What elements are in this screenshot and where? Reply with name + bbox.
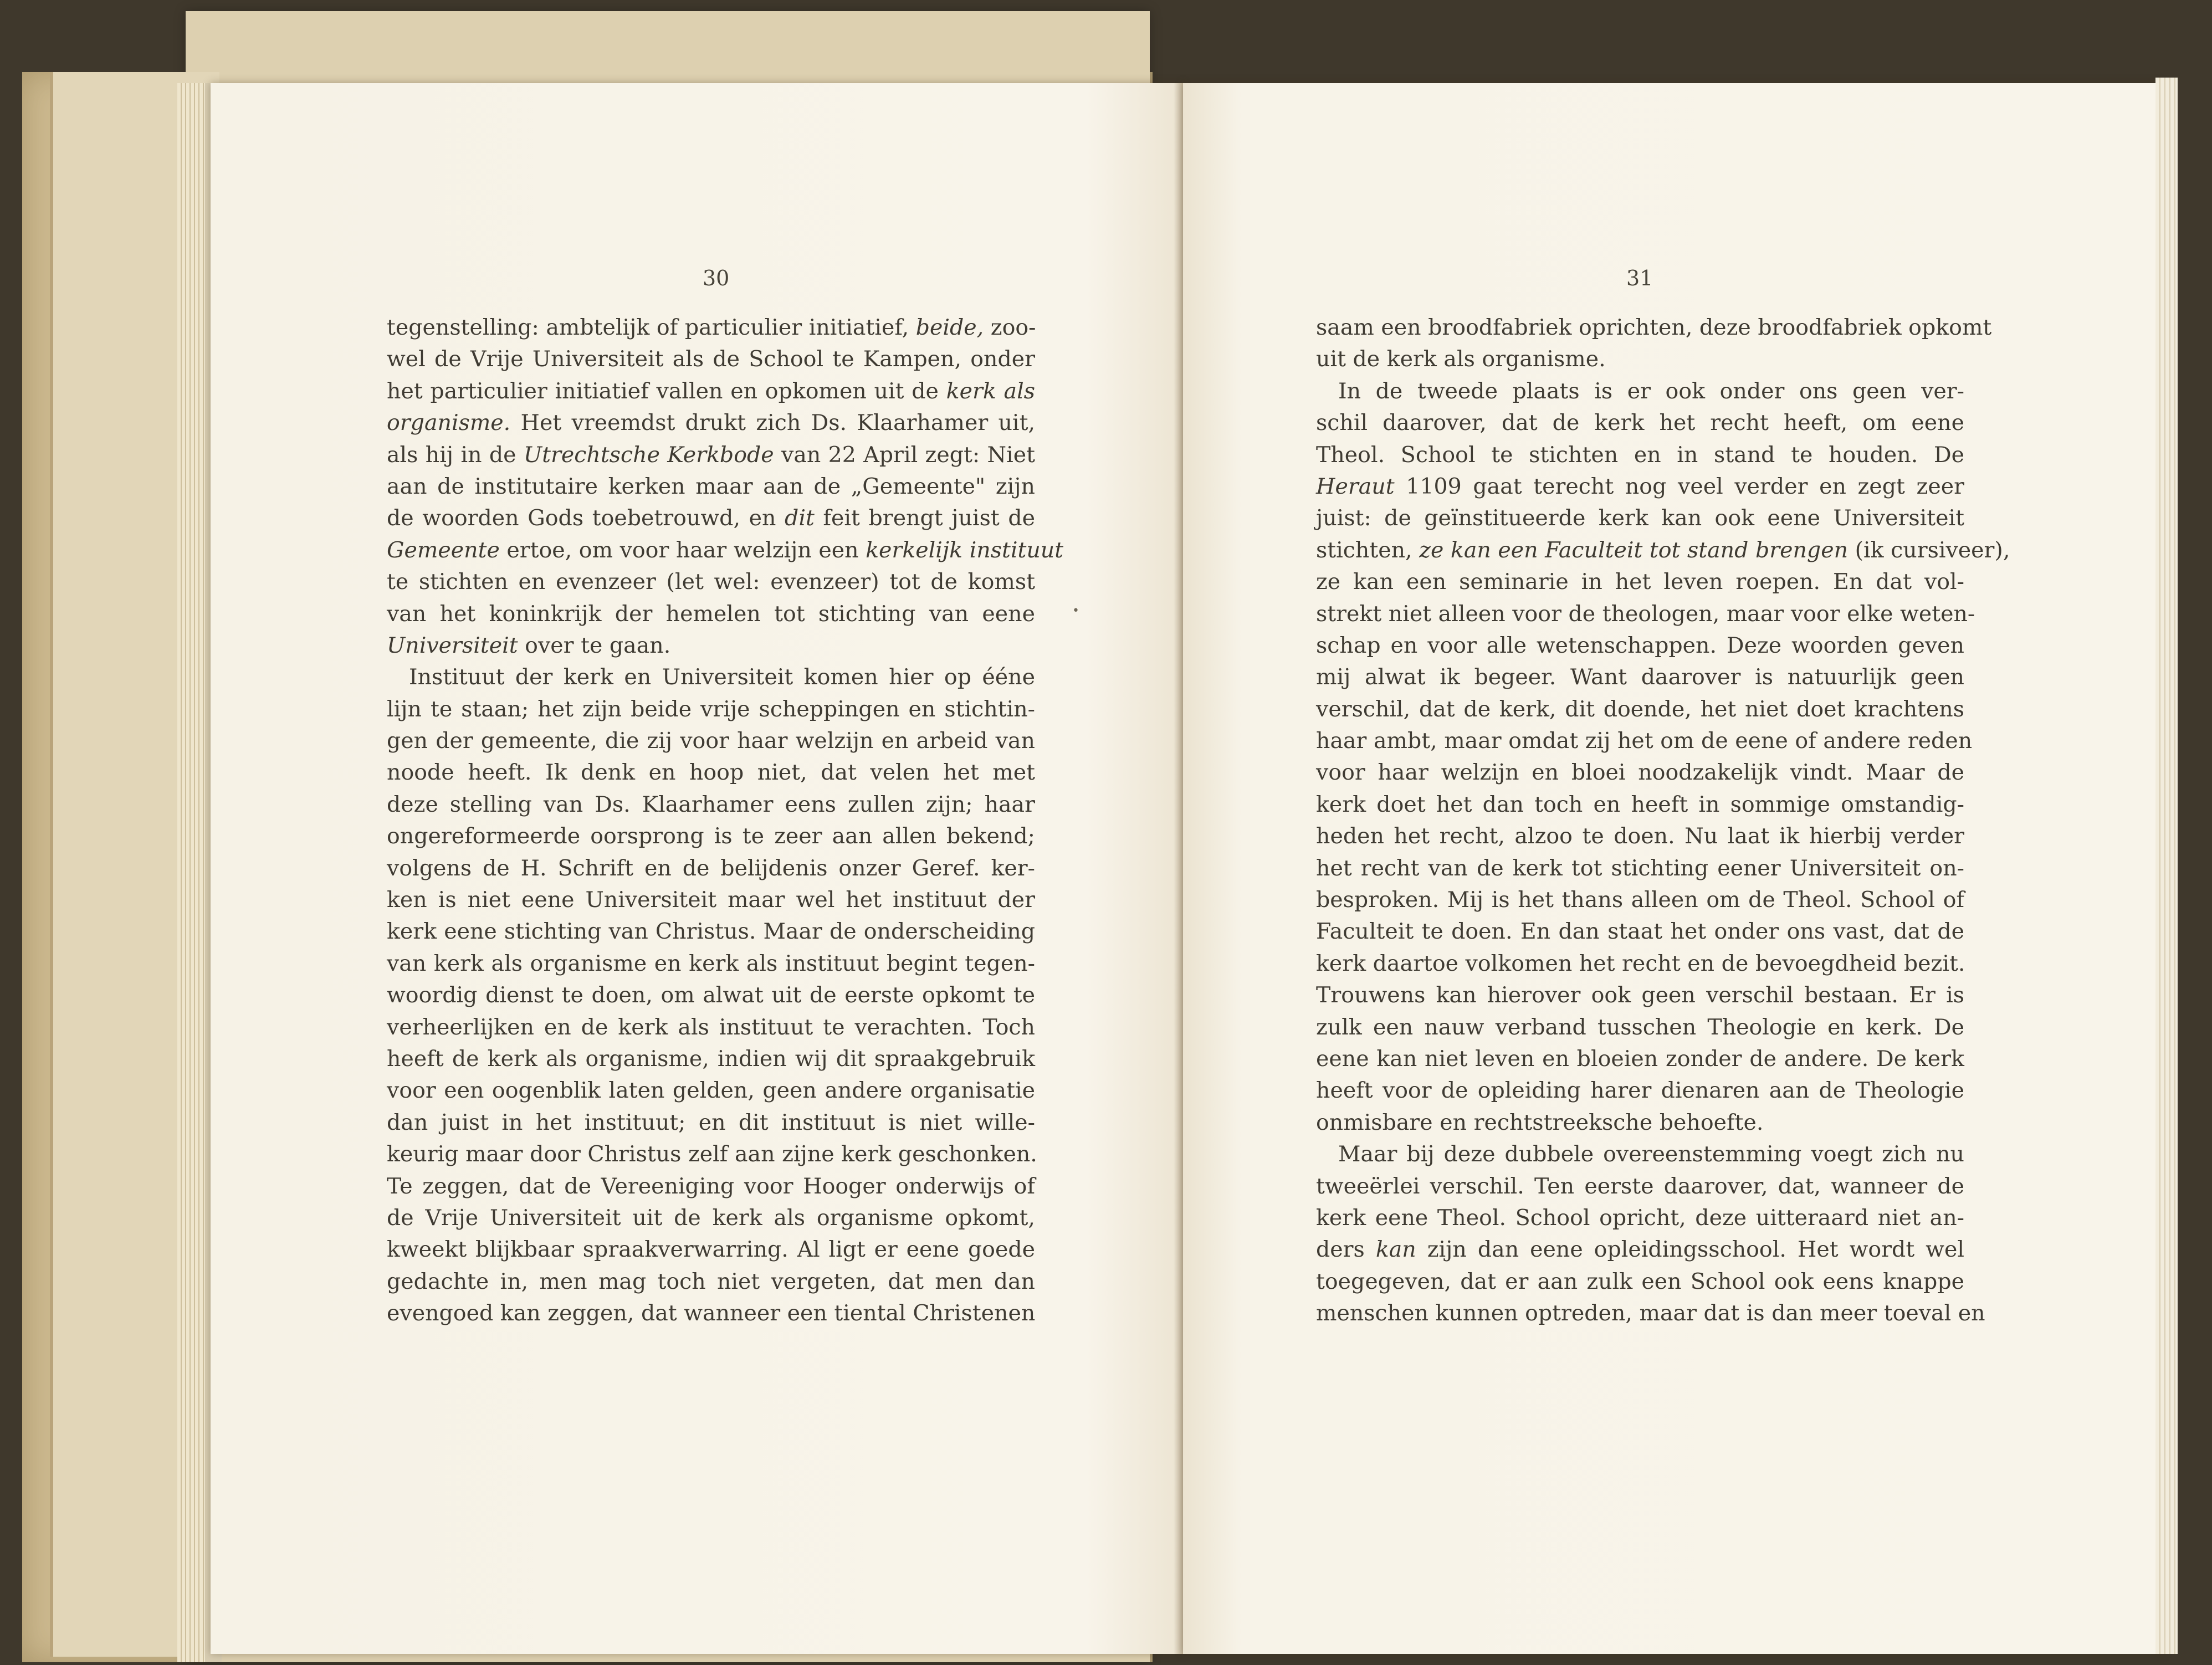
text-line: [1316, 1234, 1964, 1266]
left-page: [211, 83, 1183, 1654]
text-line: [387, 1139, 1035, 1170]
text-run: heeft de kerk als organisme, indien wij dit spraakgebruik: [387, 1046, 1035, 1072]
text-line: [1316, 535, 2010, 566]
text-run: gedachte in, men mag toch niet vergeten, dat men dan: [387, 1268, 1035, 1294]
text-run: aan de institutaire kerken maar aan de „Gemeente" zijn: [387, 473, 1035, 499]
text-line: [1316, 471, 1964, 503]
right-page-text: [1316, 312, 2010, 1330]
italic-text: ze kan een Faculteit tot stand brengen: [1419, 537, 1849, 563]
text-run: strekt niet alleen voor de theologen, maar voor elke weten-: [1316, 601, 1975, 627]
page-edges-right: [2155, 78, 2178, 1654]
text-run: Maar bij deze dubbele overeenstemming voegt zich nu: [1338, 1141, 1964, 1167]
text-line: [1316, 694, 1964, 725]
text-run: kerk daartoe volkomen het recht en de bevoegdheid bezit.: [1316, 950, 1965, 976]
text-run: onmisbare en rechtstreeksche behoefte.: [1316, 1109, 1764, 1135]
text-line: [1316, 821, 1964, 852]
text-line: [1316, 344, 1964, 375]
text-run: voor een oogenblik laten gelden, geen andere organisatie: [387, 1078, 1035, 1104]
text-run: zijn dan eene opleidingsschool. Het wordt wel: [1416, 1237, 1965, 1263]
text-line: [387, 1043, 1035, 1075]
text-run: gen der gemeente, die zij voor haar welzijn en arbeid van: [387, 728, 1035, 754]
italic-text: Universiteit: [387, 632, 518, 658]
text-line: [387, 1266, 1035, 1298]
text-run: mij alwat ik begeer. Want daarover is natuurlijk geen: [1316, 664, 1964, 690]
text-line: [387, 662, 1035, 693]
text-run: tegenstelling: ambtelijk of particulier initiatief,: [387, 315, 916, 340]
text-run: ken is niet eene Universiteit maar wel het instituut der: [387, 887, 1035, 913]
text-run: stichten,: [1316, 537, 1420, 563]
text-run: 1109 gaat terecht nog veel verder en zegt zeer: [1394, 473, 1964, 499]
text-line: [1316, 725, 1973, 757]
text-run: van kerk als organisme en kerk als instituut begint tegen-: [387, 950, 1035, 976]
text-run: heeft voor de opleiding harer dienaren aan de Theologie: [1316, 1078, 1964, 1104]
text-line: [1316, 1171, 1964, 1202]
text-run: besproken. Mij is het thans alleen om de Theol. School of: [1316, 887, 1964, 913]
text-line: [387, 1234, 1035, 1266]
text-run: evengoed kan zeggen, dat wanneer een tiental Christenen: [387, 1300, 1036, 1326]
text-run: ze kan een seminarie in het leven roepen. En dat vol-: [1316, 569, 1964, 595]
text-run: (ik cursiveer),: [1848, 537, 2010, 563]
text-line: [1316, 980, 1964, 1011]
text-line: [1316, 312, 1992, 344]
italic-text: organisme.: [387, 410, 511, 436]
text-run: noode heeft. Ik denk en hoop niet, dat velen het met: [387, 760, 1035, 786]
text-run: Trouwens kan hierover ook geen verschil bestaan. Er is: [1316, 982, 1964, 1008]
text-line: [387, 821, 1035, 852]
text-run: verheerlijken en de kerk als instituut te verachten. Toch: [387, 1014, 1035, 1040]
italic-text: kerkelijk instituut: [866, 537, 1064, 563]
text-run: uit de kerk als organisme.: [1316, 346, 1606, 372]
text-line: [387, 535, 1064, 566]
text-run: kerk eene stichting van Christus. Maar de onderscheiding: [387, 919, 1035, 945]
text-run: zoo-: [984, 315, 1036, 340]
italic-text: dit: [785, 505, 815, 531]
text-run: voor haar welzijn en bloei noodzakelijk vindt. Maar de: [1316, 760, 1964, 786]
text-run: de Vrije Universiteit uit de kerk als organisme opkomt,: [387, 1205, 1035, 1231]
text-run: van 22 April zegt: Niet: [774, 442, 1035, 468]
text-line: [387, 566, 1035, 598]
text-run: schap en voor alle wetenschappen. Deze woorden geven: [1316, 632, 1964, 658]
text-line: [1316, 439, 1964, 471]
text-line: [387, 1012, 1035, 1043]
text-run: Het vreemdst drukt zich Ds. Klaarhamer uit,: [510, 410, 1035, 436]
text-run: tweeërlei verschil. Ten eerste daarover, dat, wanneer de: [1316, 1173, 1964, 1199]
page-number: 31: [1626, 266, 1653, 290]
text-run: kerk doet het dan toch en heeft in sommige omstandig-: [1316, 791, 1964, 817]
text-line: [387, 853, 1035, 884]
text-line: [387, 725, 1035, 757]
text-run: woordig dienst te doen, om alwat uit de eerste opkomt te: [387, 982, 1035, 1008]
italic-text: Heraut: [1316, 473, 1395, 499]
text-run: van het koninkrijk der hemelen tot stichting van eene: [387, 601, 1035, 627]
text-run: Te zeggen, dat de Vereeniging voor Hooger onderwijs of: [387, 1173, 1035, 1199]
text-run: ders: [1316, 1237, 1376, 1263]
text-line: [1316, 1075, 1964, 1106]
text-line: [387, 312, 1035, 344]
text-line: [1316, 1043, 1964, 1075]
text-line: [1316, 566, 1964, 598]
text-run: deze stelling van Ds. Klaarhamer eens zullen zijn; haar: [387, 791, 1035, 817]
text-line: [387, 980, 1035, 1011]
text-run: verschil, dat de kerk, dit doende, het niet doet krachtens: [1316, 696, 1964, 722]
text-line: [387, 630, 1035, 662]
text-line: [387, 1298, 1035, 1329]
text-run: lijn te staan; het zijn beide vrije scheppingen en stichtin-: [387, 696, 1035, 722]
text-line: [387, 757, 1035, 788]
text-run: heden het recht, alzoo te doen. Nu laat ik hierbij verder: [1316, 823, 1964, 849]
text-line: [387, 471, 1035, 503]
text-run: eene kan niet leven en bloeien zonder de andere. De kerk: [1316, 1046, 1964, 1072]
text-run: haar ambt, maar omdat zij het om de eene of andere reden: [1316, 728, 1973, 754]
text-line: [1316, 1139, 1964, 1170]
text-line: [1316, 598, 1975, 630]
text-line: [1316, 853, 1964, 884]
text-line: [1316, 884, 1964, 916]
text-line: [387, 439, 1035, 471]
text-line: [387, 598, 1035, 630]
text-run: Theol. School te stichten en in stand te houden. De: [1316, 442, 1964, 468]
text-line: [1316, 1266, 1964, 1298]
text-run: menschen kunnen optreden, maar dat is dan meer toeval en: [1316, 1300, 1985, 1326]
text-run: schil daarover, dat de kerk het recht heeft, om eene: [1316, 410, 1964, 436]
italic-text: kan: [1375, 1237, 1416, 1263]
text-line: [1316, 916, 1964, 947]
text-run: toegegeven, dat er aan zulk een School ook eens knappe: [1316, 1268, 1964, 1294]
text-line: [1316, 630, 1964, 662]
text-line: [387, 1202, 1035, 1234]
text-run: dan juist in het instituut; en dit instituut is niet wille-: [387, 1109, 1035, 1135]
text-run: kerk eene Theol. School opricht, deze uitteraard niet an-: [1316, 1205, 1964, 1231]
text-line: [387, 948, 1035, 980]
text-run: Instituut der kerk en Universiteit komen hier op ééne: [409, 664, 1035, 690]
text-run: als hij in de: [387, 442, 524, 468]
text-line: [387, 694, 1035, 725]
text-line: [387, 376, 1035, 407]
italic-text: beide,: [915, 315, 984, 340]
right-page: [1183, 83, 2164, 1654]
italic-text: kerk als: [946, 378, 1036, 404]
text-run: zulk een nauw verband tusschen Theologie en kerk. De: [1316, 1014, 1964, 1040]
text-line: [387, 407, 1035, 439]
text-line: [387, 1075, 1035, 1106]
speck-mark: •: [1072, 604, 1079, 618]
text-run: te stichten en evenzeer (let wel: evenzeer) tot de komst: [387, 569, 1035, 595]
text-line: [1316, 789, 1964, 821]
text-line: [387, 916, 1035, 947]
text-run: wel de Vrije Universiteit als de School te Kampen, onder: [387, 346, 1035, 372]
text-line: [1316, 376, 1964, 407]
text-run: saam een broodfabriek oprichten, deze broodfabriek opkomt: [1316, 315, 1992, 340]
text-run: het particulier initiatief vallen en opkomen uit de: [387, 378, 946, 404]
text-run: In de tweede plaats is er ook onder ons geen ver-: [1338, 378, 1964, 404]
text-line: [1316, 1298, 1985, 1329]
text-run: juist: de geïnstitueerde kerk kan ook eene Universiteit: [1316, 505, 1964, 531]
text-line: [387, 1171, 1035, 1202]
text-run: kweekt blijkbaar spraakverwarring. Al ligt er eene goede: [387, 1237, 1035, 1263]
text-line: [1316, 1202, 1964, 1234]
text-run: volgens de H. Schrift en de belijdenis onzer Geref. ker-: [387, 855, 1035, 881]
text-line: [387, 1107, 1035, 1139]
text-run: ongereformeerde oorsprong is te zeer aan allen bekend;: [387, 823, 1035, 849]
text-line: [387, 503, 1035, 534]
text-line: [1316, 503, 1964, 534]
text-run: over te gaan.: [518, 632, 671, 658]
left-page-text: [387, 312, 1064, 1330]
text-run: ertoe, om voor haar welzijn een: [499, 537, 866, 563]
text-line: [1316, 948, 1964, 980]
text-run: feit brengt juist de: [814, 505, 1035, 531]
text-line: [1316, 1012, 1964, 1043]
text-run: Faculteit te doen. En dan staat het onder ons vast, dat de: [1316, 919, 1964, 945]
italic-text: Utrechtsche Kerkbode: [523, 442, 774, 468]
page-number: 30: [703, 266, 730, 290]
text-line: [387, 884, 1035, 916]
text-run: de woorden Gods toebetrouwd, en: [387, 505, 785, 531]
text-line: [1316, 662, 1964, 693]
italic-text: Gemeente: [387, 537, 500, 563]
text-line: [1316, 407, 1964, 439]
text-run: het recht van de kerk tot stichting eener Universiteit on-: [1316, 855, 1964, 881]
text-line: [1316, 757, 1964, 788]
text-run: keurig maar door Christus zelf aan zijne kerk geschonken.: [387, 1141, 1037, 1167]
text-line: [387, 344, 1035, 375]
text-line: [1316, 1107, 1964, 1139]
text-line: [387, 789, 1035, 821]
